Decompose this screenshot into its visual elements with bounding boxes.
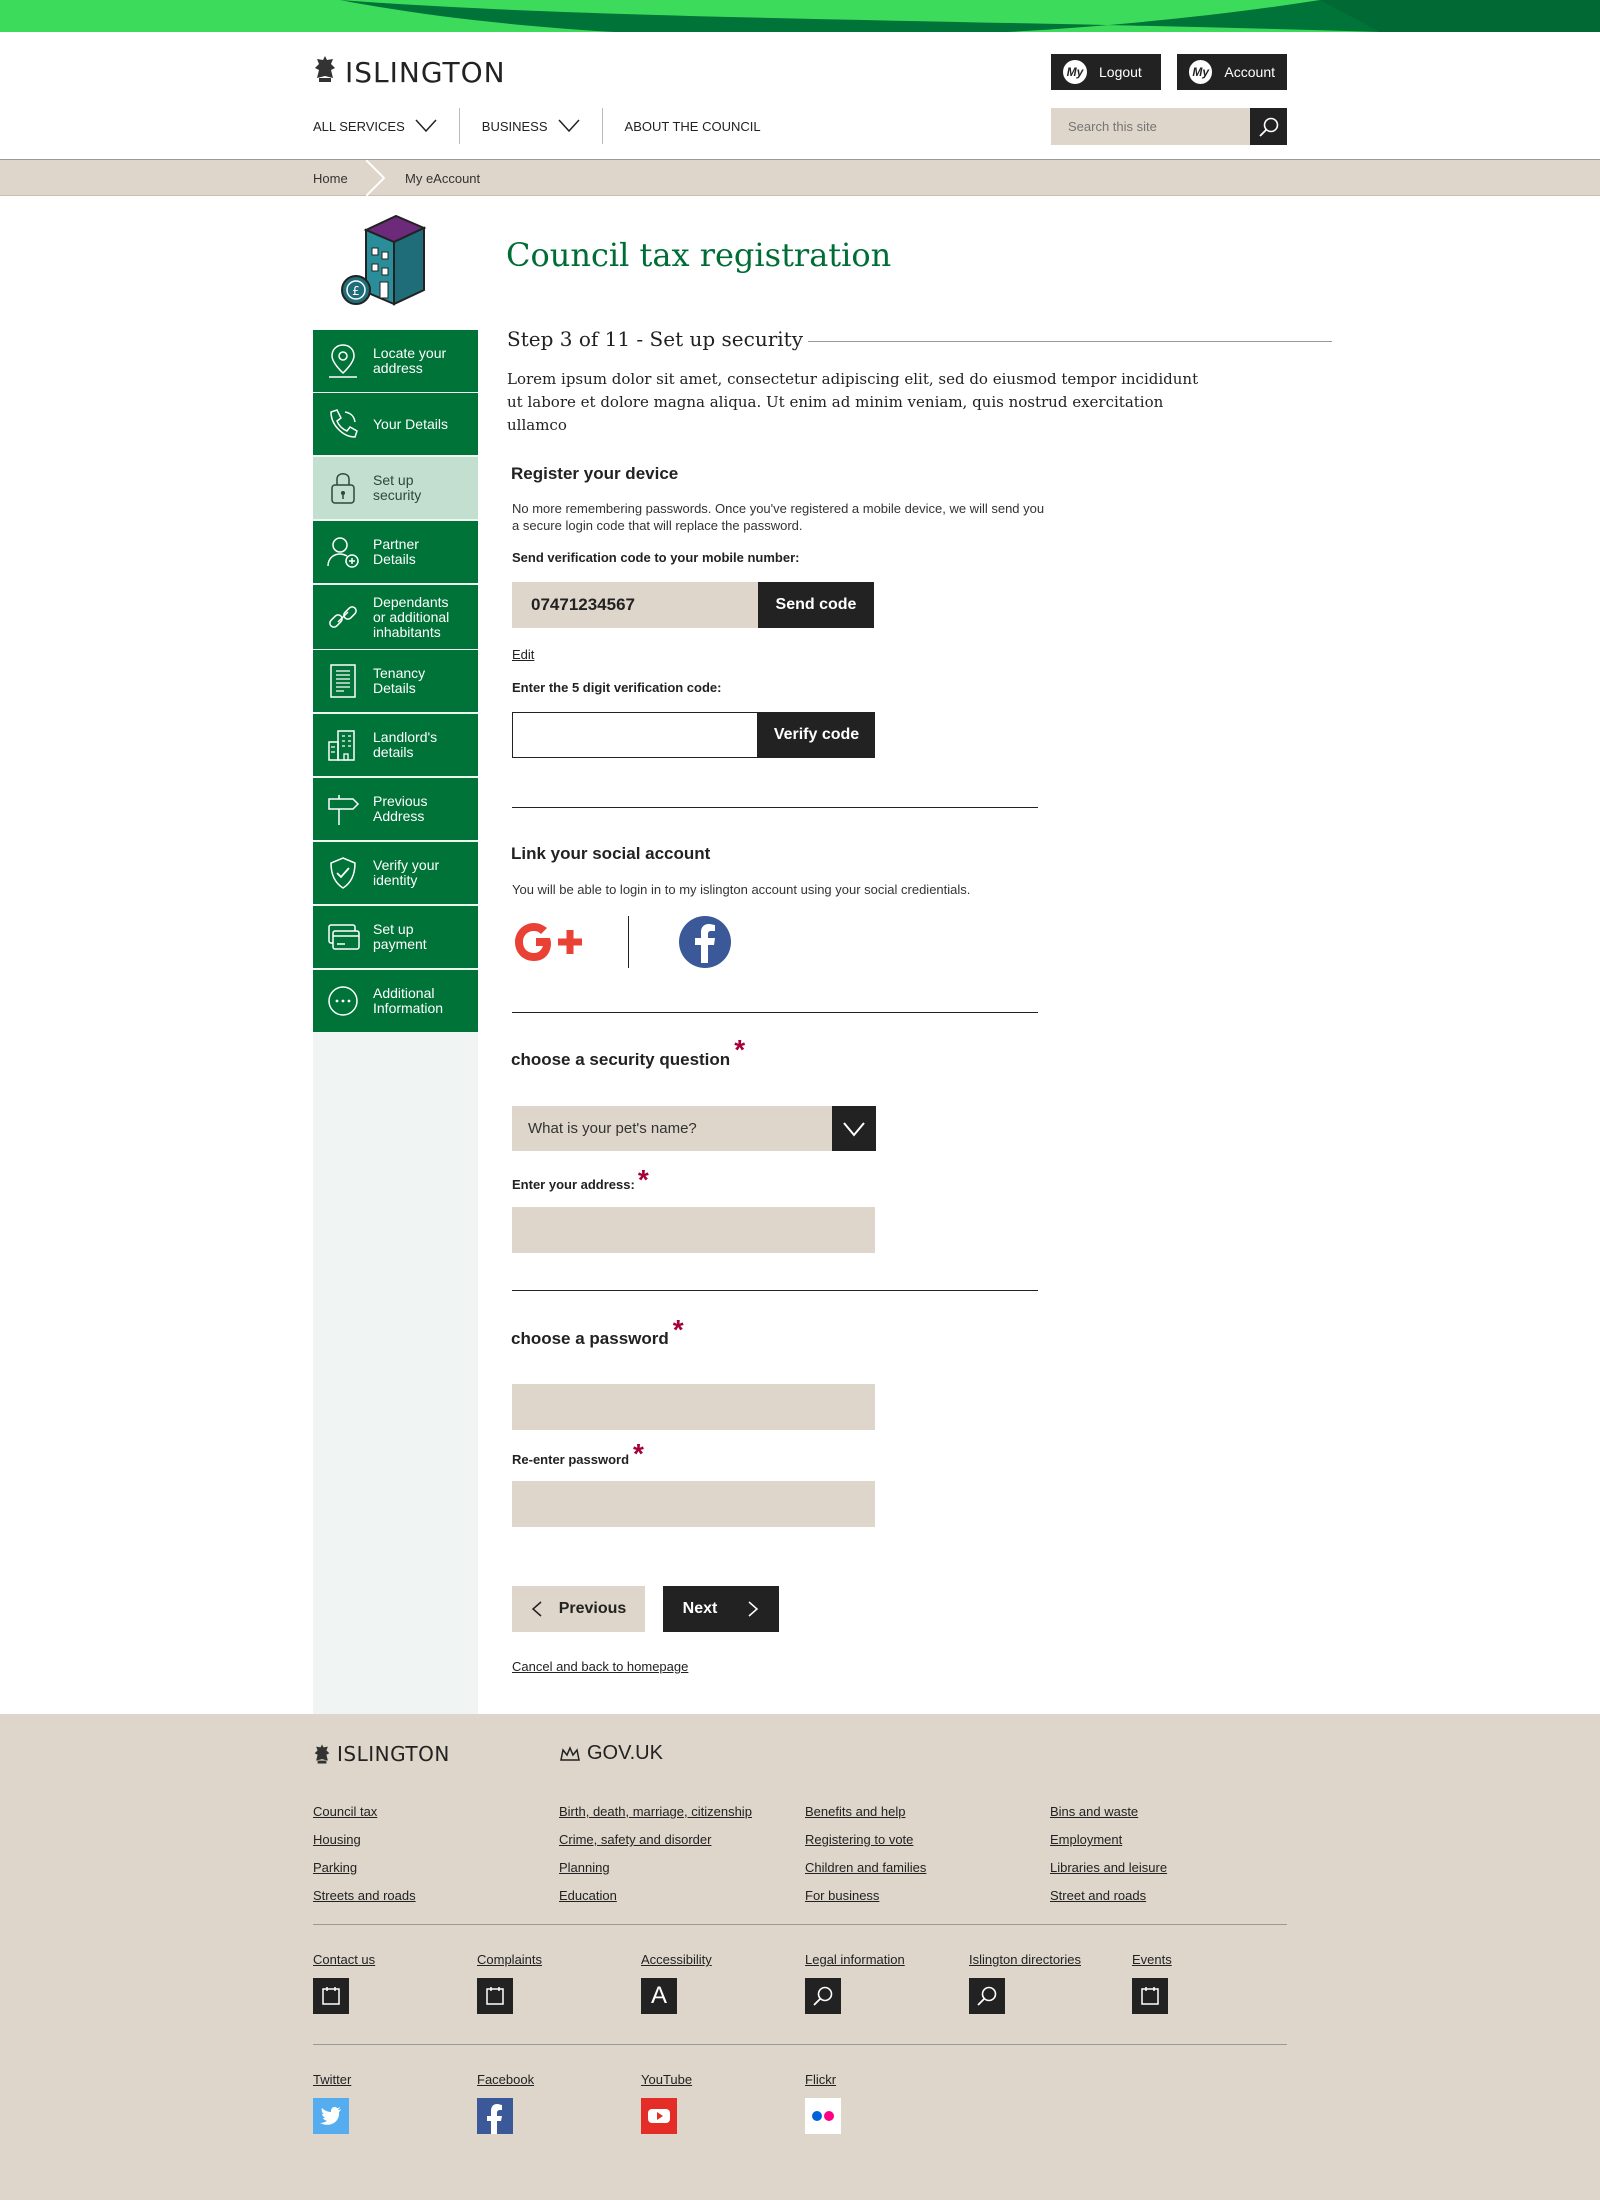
footer-social-twitter[interactable]: Twitter xyxy=(313,2072,352,2087)
facebook-icon xyxy=(678,915,732,969)
footer-social-facebook[interactable]: Facebook xyxy=(477,2072,535,2087)
site-footer xyxy=(0,1714,1600,2200)
chevron-down-icon xyxy=(842,1121,866,1137)
progress-sidebar xyxy=(313,330,478,1714)
top-band xyxy=(0,0,1600,32)
nav-business[interactable] xyxy=(460,108,603,144)
step-partner-details[interactable] xyxy=(313,521,478,583)
twitter-icon[interactable] xyxy=(313,2098,349,2134)
send-code-label: Send verification code to your mobile number: xyxy=(512,550,800,565)
mobile-number-field[interactable]: 07471234567 xyxy=(512,582,758,628)
footer-link[interactable]: Planning xyxy=(559,1860,610,1875)
footer-link[interactable]: Employment xyxy=(1050,1832,1123,1847)
step-dependants[interactable] xyxy=(313,585,478,649)
nav-all-services[interactable] xyxy=(313,108,460,144)
govuk-label: GOV.UK xyxy=(587,1742,663,1764)
section-divider xyxy=(512,1290,1038,1291)
step-locate-address[interactable] xyxy=(313,330,478,392)
calendar-icon[interactable] xyxy=(477,1978,513,2014)
facebook-icon[interactable] xyxy=(477,2098,513,2134)
intro-text: Lorem ipsum dolor sit amet, consectetur adipiscing elit, sed do eiusmod tempor incididunt ut labore et dolore magna aliqua. Ut enim ad minim veniam, quis nostrud exercitation ullamco xyxy=(507,370,1199,434)
social-account-description: You will be able to login in to my islington account using your social credientials. xyxy=(512,882,971,897)
verification-code-input[interactable] xyxy=(512,712,758,758)
govuk-link[interactable] xyxy=(559,1742,663,1765)
building-icon xyxy=(326,728,360,762)
footer-divider xyxy=(313,1924,1287,1925)
site-search xyxy=(1051,108,1287,145)
signpost-icon xyxy=(325,791,361,827)
reenter-password-input[interactable] xyxy=(512,1481,875,1527)
step-label: Verify your identity xyxy=(373,857,440,888)
google-plus-icon xyxy=(512,916,592,968)
step-label: Landlord's details xyxy=(373,729,438,760)
footer-link[interactable]: Parking xyxy=(313,1860,358,1875)
security-question-select[interactable] xyxy=(512,1106,876,1151)
footer-link[interactable]: For business xyxy=(805,1888,880,1903)
step-label: Set up security xyxy=(373,472,422,503)
footer-link[interactable]: Children and families xyxy=(805,1860,927,1875)
address-label xyxy=(512,1164,649,1195)
step-label: Tenancy Details xyxy=(373,665,426,696)
search-icon[interactable] xyxy=(969,1978,1005,2014)
search-button[interactable] xyxy=(1250,108,1287,145)
chevron-down-icon xyxy=(558,119,580,133)
nav-label: BUSINESS xyxy=(481,118,548,134)
footer-service-contact-us[interactable]: Contact us xyxy=(313,1952,376,1967)
chevron-left-icon xyxy=(531,1600,543,1618)
page-title: Council tax registration xyxy=(506,236,892,274)
next-button[interactable] xyxy=(663,1586,779,1632)
document-icon xyxy=(328,663,358,699)
search-icon[interactable] xyxy=(805,1978,841,2014)
account-label: Account xyxy=(1224,64,1275,80)
crest-icon xyxy=(313,54,337,91)
footer-link[interactable]: Benefits and help xyxy=(805,1804,906,1819)
search-input[interactable] xyxy=(1051,108,1250,145)
cancel-link[interactable]: Cancel and back to homepage xyxy=(512,1659,689,1674)
nav-label: ABOUT THE COUNCIL xyxy=(624,118,761,134)
ellipsis-icon xyxy=(326,984,360,1018)
breadcrumb xyxy=(0,160,1600,196)
footer-link[interactable]: Crime, safety and disorder xyxy=(559,1832,712,1847)
brand-name: ISLINGTON xyxy=(345,56,506,89)
card-icon xyxy=(325,921,361,953)
dropdown-toggle[interactable] xyxy=(832,1106,876,1151)
search-icon xyxy=(1258,116,1280,138)
step-additional-information[interactable] xyxy=(313,970,478,1032)
previous-label: Previous xyxy=(558,1600,627,1617)
phone-icon xyxy=(325,406,361,442)
security-question-value: What is your pet's name? xyxy=(512,1106,832,1151)
location-pin-icon xyxy=(325,341,361,381)
step-landlords-details[interactable] xyxy=(313,714,478,776)
crest-icon xyxy=(313,1743,331,1765)
social-account-heading: Link your social account xyxy=(511,844,711,863)
footer-service-events[interactable]: Events xyxy=(1132,1952,1172,1967)
footer-brand-name: ISLINGTON xyxy=(337,1742,450,1766)
flickr-icon[interactable] xyxy=(805,2098,841,2134)
reenter-password-label xyxy=(512,1438,644,1469)
password-heading-text: choose a password xyxy=(511,1329,669,1348)
step-heading-rule xyxy=(808,341,1332,342)
youtube-icon[interactable] xyxy=(641,2098,677,2134)
facebook-login-button[interactable] xyxy=(678,915,732,974)
step-previous-address[interactable] xyxy=(313,778,478,840)
breadcrumb-home[interactable]: Home xyxy=(313,171,348,186)
crown-icon xyxy=(559,1746,581,1762)
footer-service-complaints[interactable]: Complaints xyxy=(477,1952,543,1967)
logout-label: Logout xyxy=(1099,64,1142,80)
footer-link[interactable]: Birth, death, marriage, citizenship xyxy=(559,1804,752,1819)
step-set-up-payment[interactable] xyxy=(313,906,478,968)
my-account-badge-icon: My xyxy=(1189,60,1212,84)
reenter-password-label-text: Re-enter password xyxy=(512,1452,630,1467)
footer-service-islington-directories[interactable]: Islington directories xyxy=(969,1952,1081,1967)
logout-button[interactable] xyxy=(1051,54,1161,90)
security-question-heading xyxy=(511,1034,746,1070)
site-logo[interactable] xyxy=(313,54,506,91)
nav-about-the-council[interactable] xyxy=(603,108,783,144)
calendar-icon[interactable] xyxy=(1132,1978,1168,2014)
register-device-heading: Register your device xyxy=(511,464,679,483)
letter-a-icon[interactable]: A xyxy=(641,1978,677,2014)
footer-social-flickr[interactable]: Flickr xyxy=(805,2072,837,2087)
password-heading xyxy=(511,1314,684,1349)
step-tenancy-details[interactable] xyxy=(313,650,478,712)
footer-link[interactable]: Street and roads xyxy=(1050,1888,1147,1903)
breadcrumb-separator-icon xyxy=(366,160,388,196)
nav-label: ALL SERVICES xyxy=(313,118,405,134)
footer-link[interactable]: Registering to vote xyxy=(805,1832,914,1847)
person-add-icon xyxy=(325,534,361,570)
padlock-icon xyxy=(327,469,359,507)
step-your-details[interactable] xyxy=(313,393,478,455)
next-label: Next xyxy=(682,1600,718,1617)
previous-button[interactable] xyxy=(512,1586,645,1632)
footer-link[interactable]: Housing xyxy=(313,1832,361,1847)
verify-code-label: Enter the 5 digit verification code: xyxy=(512,680,722,695)
register-device-description: No more remembering passwords. Once you've registered a mobile device, we will send you a secure login code that will replace the password. xyxy=(512,501,1045,533)
building-icon xyxy=(336,210,436,310)
step-label: Dependants or additional inhabitants xyxy=(373,593,450,640)
step-label: Your Details xyxy=(373,415,448,432)
chevron-right-icon xyxy=(747,1600,759,1618)
step-label: Previous Address xyxy=(373,793,428,824)
required-asterisk: * xyxy=(672,1314,684,1345)
calendar-icon[interactable] xyxy=(313,1978,349,2014)
main-navigation xyxy=(313,106,783,146)
link-icon xyxy=(326,600,360,634)
footer-service-accessibility[interactable]: Accessibility xyxy=(641,1952,712,1967)
required-asterisk: * xyxy=(633,1438,644,1469)
account-button[interactable] xyxy=(1177,54,1287,90)
shield-check-icon xyxy=(327,855,359,891)
verify-code-button[interactable]: Verify code xyxy=(758,712,875,758)
address-input[interactable] xyxy=(512,1207,875,1253)
step-label: Additional Information xyxy=(373,985,444,1016)
footer-service-legal-information[interactable]: Legal information xyxy=(805,1952,905,1967)
footer-social-youtube[interactable]: YouTube xyxy=(641,2072,693,2087)
my-account-badge-icon: My xyxy=(1063,60,1087,84)
footer-link[interactable]: Council tax xyxy=(313,1804,378,1819)
footer-logo[interactable] xyxy=(313,1742,450,1766)
step-label: Locate your address xyxy=(373,345,447,376)
edit-number-link[interactable]: Edit xyxy=(512,647,535,662)
footer-divider xyxy=(313,2044,1287,2045)
footer-link[interactable]: Bins and waste xyxy=(1050,1804,1139,1819)
footer-link[interactable]: Education xyxy=(559,1888,617,1903)
breadcrumb-current: My eAccount xyxy=(405,171,481,186)
step-label: Set up payment xyxy=(373,921,427,952)
section-divider xyxy=(512,807,1038,808)
google-plus-button[interactable] xyxy=(512,916,592,973)
council-building-illustration xyxy=(336,210,436,315)
password-input[interactable] xyxy=(512,1384,875,1430)
step-label: Partner Details xyxy=(373,536,419,567)
step-verify-identity[interactable] xyxy=(313,842,478,904)
social-divider xyxy=(628,916,629,968)
footer-link[interactable]: Streets and roads xyxy=(313,1888,416,1903)
chevron-down-icon xyxy=(415,119,437,133)
send-code-button[interactable]: Send code xyxy=(758,582,874,628)
address-label-text: Enter your address: xyxy=(512,1177,635,1192)
footer-link[interactable]: Libraries and leisure xyxy=(1050,1860,1168,1875)
section-divider xyxy=(512,1012,1038,1013)
required-asterisk: * xyxy=(734,1034,746,1065)
step-heading: Step 3 of 11 - Set up security xyxy=(507,327,803,351)
security-question-heading-text: choose a security question xyxy=(511,1050,731,1069)
svg-text:£: £ xyxy=(352,284,360,298)
required-asterisk: * xyxy=(637,1164,649,1195)
step-set-up-security[interactable] xyxy=(313,457,478,519)
